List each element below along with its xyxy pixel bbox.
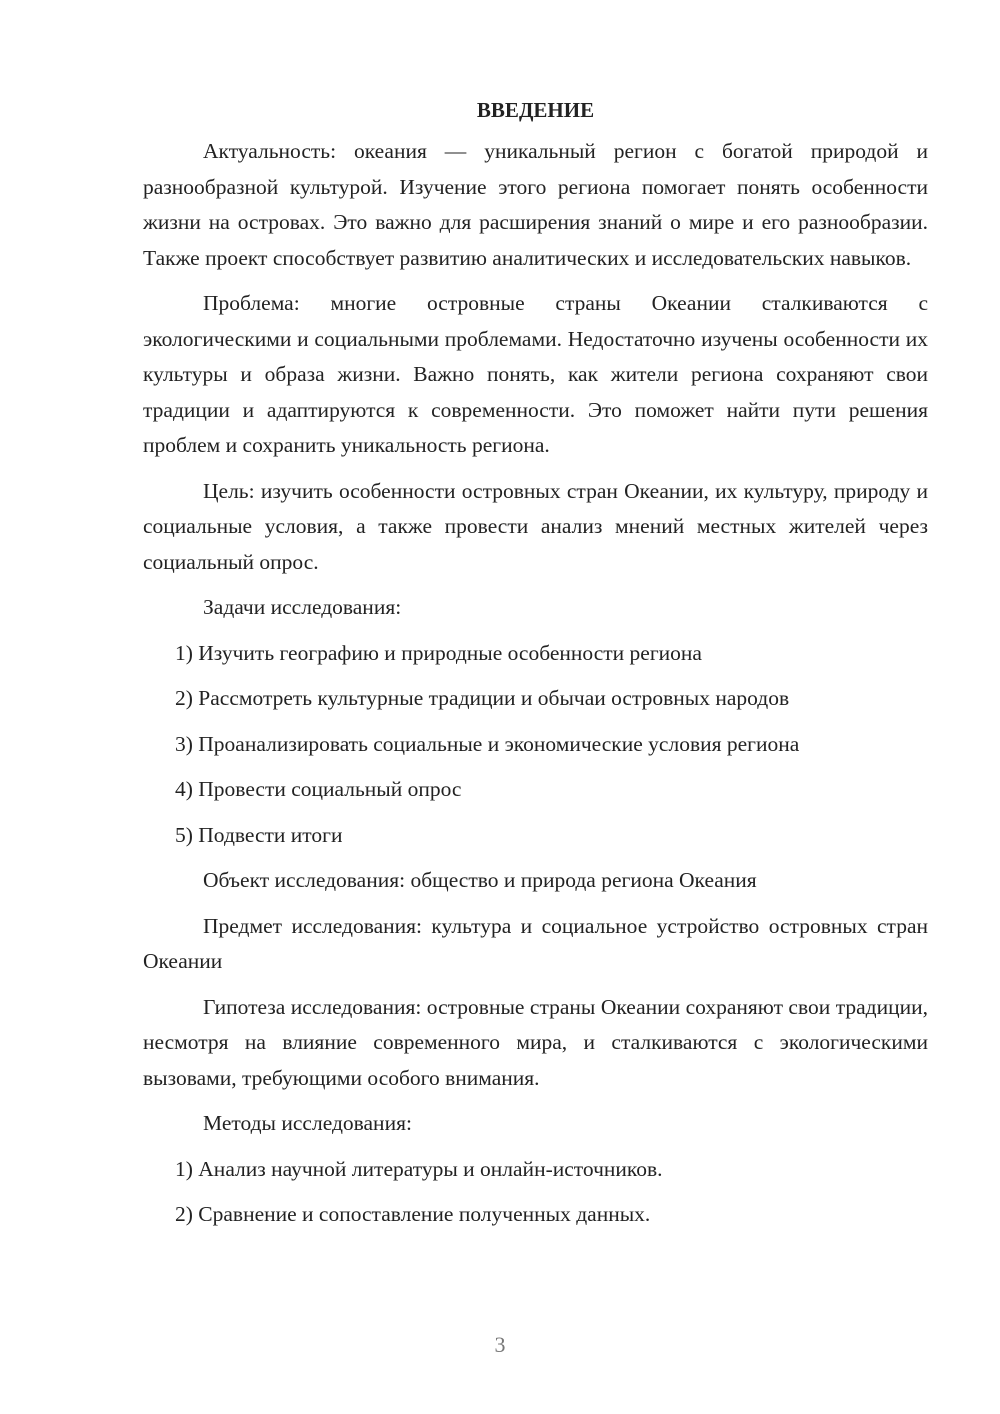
- methods-list: [143, 1152, 928, 1233]
- goal-paragraph: Цель: изучить особенности островных стран Океании, их культуру, природу и социальные условия, а также провести анализ мнений местных жителей через социальный опрос.: [143, 478, 928, 574]
- relevance-paragraph: Актуальность: океания — уникальный регион с богатой природой и разнообразной культурой. Изучение этого региона помогает понять особенности жизни на островах. Это важно для расширения знаний о мире и его разнообразии. Также проект способствует развитию аналитических и исследовательских навыков.: [143, 139, 928, 270]
- list-item: 2) Рассмотреть культурные традиции и обычаи островных народов: [175, 686, 790, 710]
- page-number: 3: [494, 1332, 506, 1357]
- problem-paragraph: Проблема: многие островные страны Океании сталкиваются с экологическими и социальными проблемами. Недостаточно изучены особенности их культуры и образа жизни. Важно понять, как жители региона сохраняют свои традиции и адаптируются к современности. Это поможет найти пути решения проблем и сохранить уникальность региона.: [143, 291, 928, 457]
- document-title: ВВЕДЕНИЕ: [476, 98, 595, 122]
- list-item: 1) Изучить географию и природные особенности региона: [175, 640, 702, 665]
- hypothesis-paragraph: Гипотеза исследования: островные страны Океании сохраняют свои традиции, несмотря на влияние современного мира, и сталкиваются с экологическими вызовами, требующими особого внимания.: [143, 994, 928, 1090]
- list-item: 2) Сравнение и сопоставление полученных данных.: [175, 1202, 651, 1226]
- methods-heading: Методы исследования:: [203, 1111, 412, 1135]
- list-item: 5) Подвести итоги: [175, 822, 343, 847]
- subject-paragraph: Предмет исследования: культура и социальное устройство островных стран Океании: [143, 913, 928, 973]
- object-paragraph: Объект исследования: общество и природа региона Океания: [203, 868, 757, 892]
- document-page: [143, 95, 928, 1243]
- list-item: 1) Анализ научной литературы и онлайн-источников.: [175, 1156, 663, 1181]
- list-item: 4) Провести социальный опрос: [175, 777, 462, 801]
- tasks-list: [143, 636, 928, 854]
- tasks-heading: Задачи исследования:: [203, 595, 402, 619]
- list-item: 3) Проанализировать социальные и экономические условия региона: [175, 731, 800, 756]
